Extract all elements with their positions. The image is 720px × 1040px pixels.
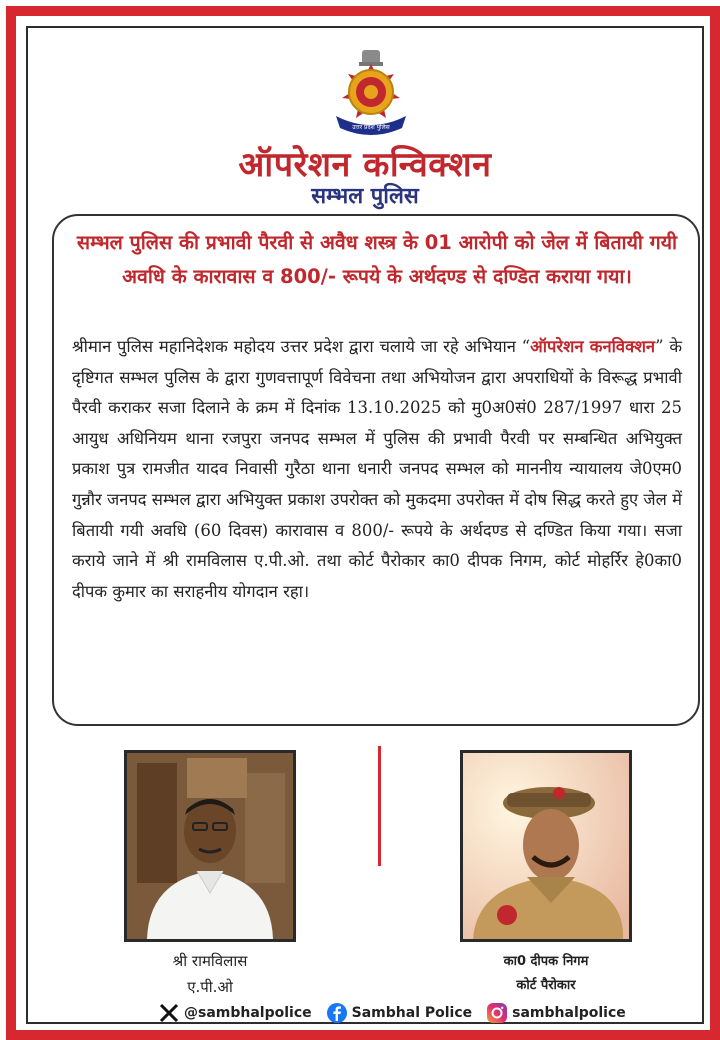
photo-court-pairokar: [460, 750, 632, 942]
caption-pairokar-name: का0 दीपक निगम: [503, 954, 589, 969]
caption-pairokar: [440, 950, 652, 998]
page-subtitle: सम्भल पुलिस: [311, 184, 419, 209]
news-body-highlight: ऑपरेशन कनविक्शन: [530, 337, 656, 356]
social-links: [158, 1000, 626, 1026]
poster-frame: [6, 6, 720, 1040]
up-police-emblem-icon: [328, 46, 414, 138]
instagram-handle: sambhalpolice: [512, 1005, 626, 1021]
photo-apo: [124, 750, 296, 942]
facebook-link[interactable]: [326, 1002, 473, 1024]
facebook-name: Sambhal Police: [351, 1005, 473, 1021]
person-photo-icon: [463, 753, 629, 939]
instagram-icon: [486, 1002, 508, 1024]
news-body-part2: ” के दृष्टिगत सम्भल पुलिस के द्वारा गुणवत्तापूर्ण विवेचना तथा अभियोजन द्वारा अपराधियों के विरूद्ध प्रभावी पैरवी कराकर सजा दिलाने के क्रम में दिनांक 13.10.2025 को मु0अ0सं0 287/1997 धारा 25 आयुध अधिनियम थाना रजपुरा जनपद सम्भल में पुलिस की प्रभावी पैरवी पर सम्बन्धित अभियुक्त प्रकाश पुत्र रामजीत यादव निवासी गुरैठा थाना धनारी जनपद सम्भल को माननीय न्यायालय जे0एम0 गुन्नौर जनपद सम्भल द्वारा अभियुक्त प्रकाश उपरोक्त को मुकदमा उपरोक्त में दोष सिद्ध करते हुए जेल में बितायी गयी अवधि (60 दिवस) कारावास व 800/- रूपये के अर्थदण्ड से दण्डित किया गया। सजा कराये जाने में श्री रामविलास ए.पी.ओ. तथा कोर्ट पैरोकार का0 दीपक निगम, कोर्ट मोहर्रिर हे0का0 दीपक कुमार का सराहनीय योगदान रहा।: [72, 337, 682, 601]
news-box: [52, 214, 700, 726]
photo-divider: [378, 746, 381, 866]
facebook-icon: [326, 1002, 348, 1024]
news-body: [72, 332, 682, 607]
instagram-link[interactable]: [486, 1002, 626, 1024]
twitter-handle: @sambhalpolice: [184, 1005, 312, 1021]
news-headline: सम्भल पुलिस की प्रभावी पैरवी से अवैध शस्त्र के 01 आरोपी को जेल में बितायी गयी अवधि के कारावास व 800/- रूपये के अर्थदण्ड से दण्डित कराया गया।: [76, 231, 678, 288]
twitter-link[interactable]: [158, 1002, 312, 1024]
page-title: ऑपरेशन कन्विक्शन: [238, 145, 492, 185]
poster-inner-border: [26, 26, 704, 1024]
caption-pairokar-role: कोर्ट पैरोकार: [516, 978, 576, 993]
person-photo-icon: [127, 753, 293, 939]
news-body-part1: श्रीमान पुलिस महानिदेशक महोदय उत्तर प्रदेश द्वारा चलाये जा रहे अभियान “: [72, 337, 531, 356]
emblem-ribbon-text: उत्तर प्रदेश पुलिस: [352, 124, 390, 131]
x-twitter-icon: [158, 1002, 180, 1024]
caption-apo: [124, 948, 296, 1000]
caption-apo-name: श्री रामविलास: [172, 952, 248, 970]
caption-apo-role: ए.पी.ओ: [187, 978, 233, 996]
